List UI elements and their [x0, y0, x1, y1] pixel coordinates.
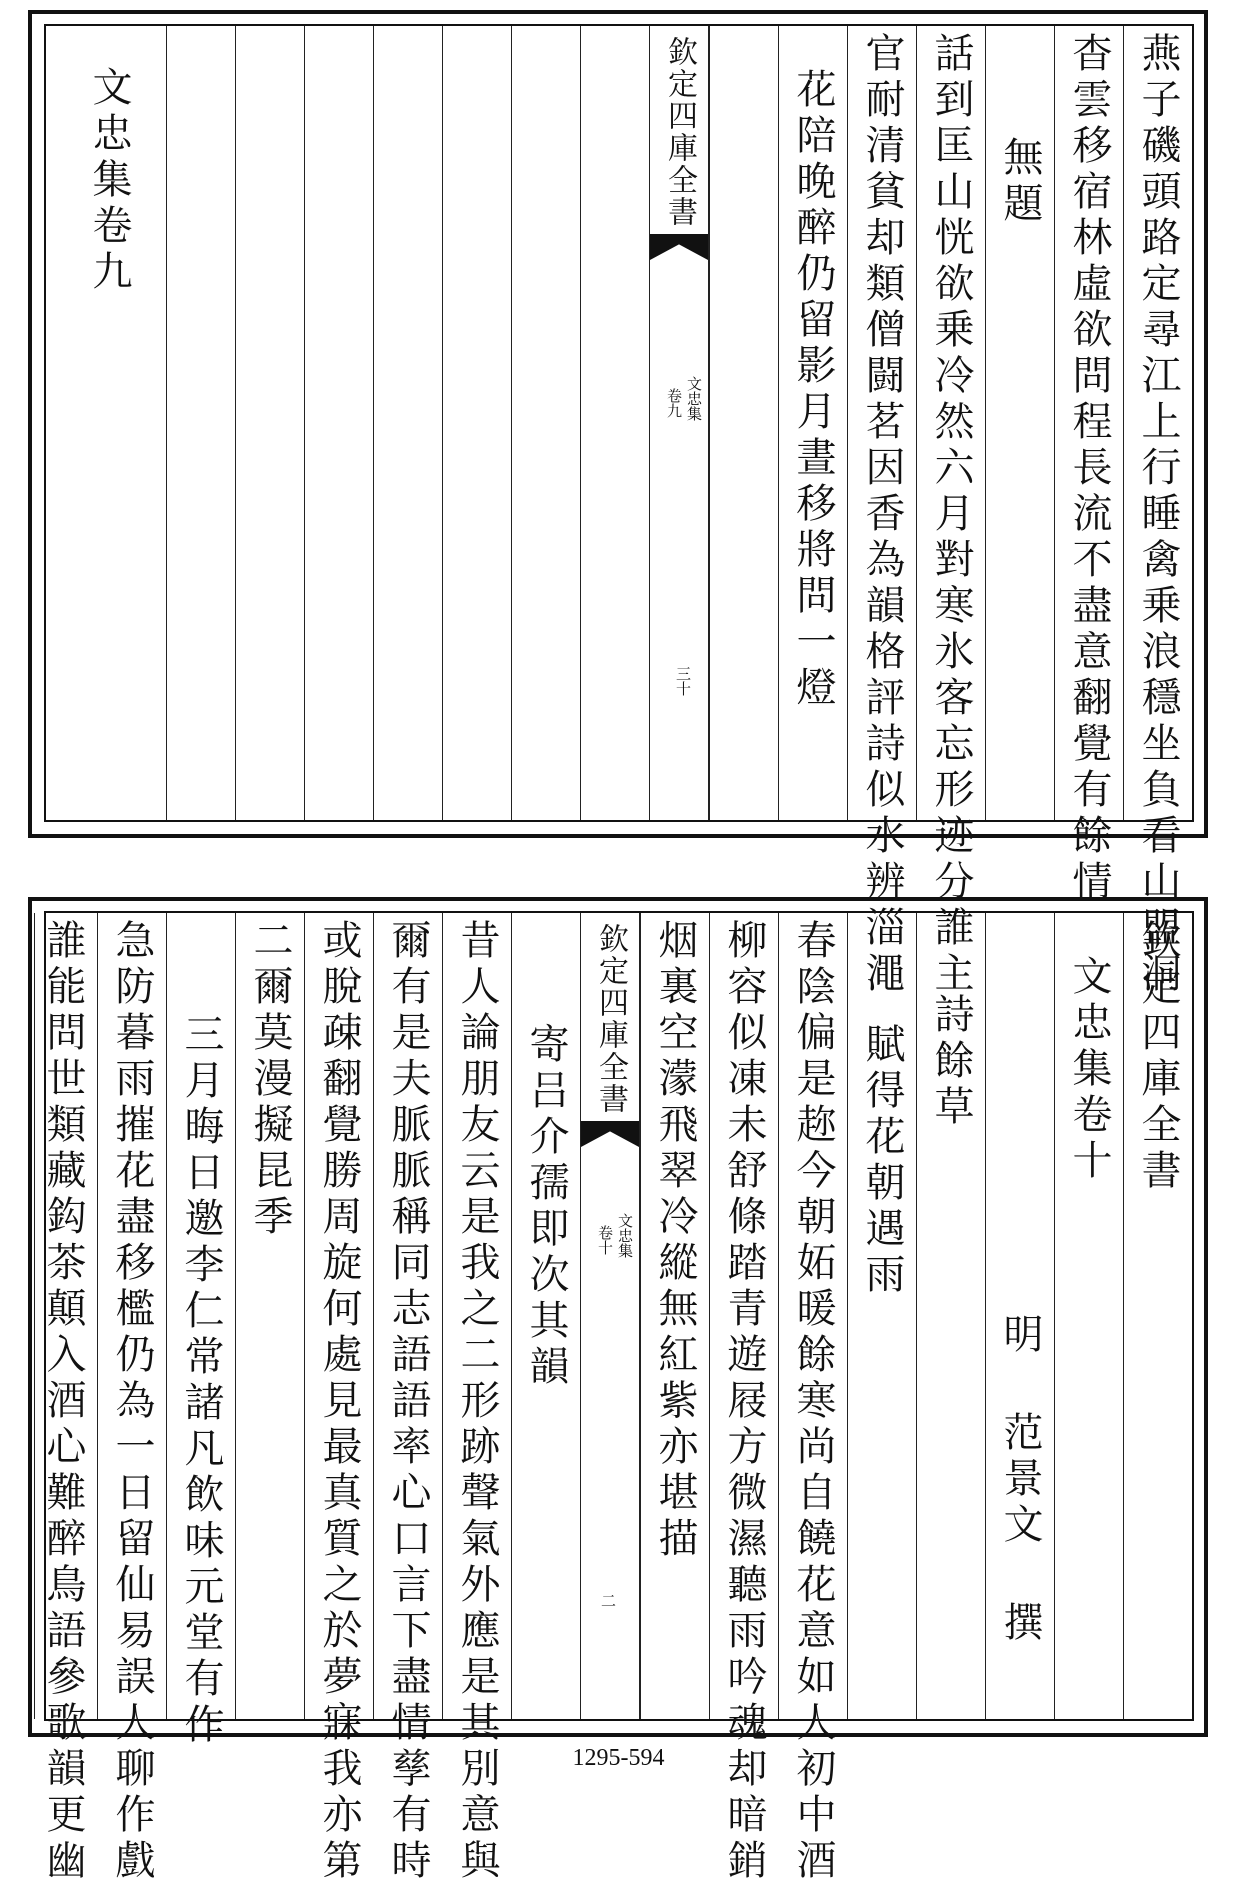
center-page: 三十: [674, 666, 692, 696]
column: [34, 26, 166, 820]
column: [640, 913, 709, 1719]
column-text: 或脫疎翻覺勝周旋何處見最真質之於夢寐我亦第: [316, 919, 362, 1885]
top-page-inner-border: [44, 24, 1194, 998]
column-text: 烟裏空濛飛翠冷縱無紅紫亦堪描: [652, 919, 698, 1563]
fish-tail-mark: [650, 234, 708, 260]
column: [304, 913, 373, 1885]
section-title: 詩餘草: [928, 993, 974, 1131]
column: [235, 26, 304, 820]
column-text: 急防暮雨摧花盡移檻仍為一日留仙易誤人聊作戲: [109, 919, 155, 1885]
column: [1123, 913, 1192, 1719]
column: [235, 913, 304, 1719]
center-book: 文忠集: [685, 376, 703, 421]
column: [97, 913, 166, 1885]
column: [580, 26, 649, 820]
column-text: 春陰偏是趂今朝妬暖餘寒尚自饒花意如人初中酒: [790, 919, 836, 1885]
poem-title: 無題: [997, 136, 1043, 228]
column: [166, 913, 235, 1749]
column-text: 官耐清貧却類僧闘茗因香為韻格評詩似水辨淄澠: [859, 32, 905, 998]
poem-title: 三月晦日邀李仁常諸凡飲味元堂有作: [178, 1013, 224, 1749]
column: [442, 26, 511, 820]
column: [985, 26, 1054, 820]
center-title: 欽定四庫全書: [593, 923, 628, 1115]
column: [1054, 913, 1123, 1719]
column: [511, 26, 580, 820]
column-text: 爾有是夫脈脈稱同志語語率心口言下盡情孳有時: [385, 919, 431, 1885]
column: [985, 913, 1054, 1719]
column-text: 昔人論朋友云是我之二形跡聲氣外應是其別意與: [454, 919, 500, 1885]
volume-title: 文忠集卷十: [1066, 955, 1112, 1185]
column: [511, 913, 580, 1719]
fish-tail-mark: [581, 1121, 639, 1147]
author-line: 明 范景文 撰: [997, 1313, 1043, 1647]
poem-title: 賦得花朝遇雨: [859, 1023, 905, 1299]
center-margin: [580, 913, 640, 1719]
center-margin: [649, 26, 709, 820]
center-volume: 卷九: [665, 388, 683, 418]
column-text: 誰能問世類藏鈎茶顛入酒心難醉鳥語參歌韻更幽: [40, 919, 86, 1885]
volume-end-title: 文忠集卷九: [86, 66, 132, 296]
column: [1123, 26, 1192, 998]
column: [778, 913, 847, 1885]
center-title: 欽定四庫全書: [662, 36, 697, 228]
center-page: 二: [599, 1593, 617, 1608]
column: [34, 913, 97, 1885]
column-text: 花陪晚醉仍留影月晝移將問一燈: [790, 68, 836, 712]
column: [166, 26, 235, 820]
column: [373, 26, 442, 820]
column: [709, 26, 778, 820]
page-number: 1295-594: [572, 1745, 665, 1771]
column: [916, 913, 985, 1719]
column: [442, 913, 511, 1885]
column-text: 話到匡山恍欲乗冷然六月對寒氷客忘形迹分誰主: [928, 32, 974, 998]
top-page-frame: [28, 10, 1208, 998]
column: [847, 913, 916, 1719]
center-book: 文忠集: [616, 1213, 634, 1258]
poem-title: 寄吕介孺即次其韻: [523, 1023, 569, 1391]
column: [304, 26, 373, 820]
column: [373, 913, 442, 1885]
column: [847, 26, 916, 998]
column-text: 杳雲移宿林虛欲問程長流不盡意翻覺有餘情: [1066, 32, 1112, 906]
column-text: 二爾莫漫擬昆季: [247, 919, 293, 1241]
column-text: 柳容似凍未舒條踏青遊屐方微濕聽雨吟魂却暗銷: [721, 919, 767, 1885]
column-text: 燕子磯頭路定尋江上行睡禽乗浪穩坐負看山盟洞: [1135, 32, 1181, 998]
book-title: 欽定四庫全書: [1135, 919, 1181, 1195]
center-volume: 卷十: [596, 1225, 614, 1255]
column: [1054, 26, 1123, 906]
column: [916, 26, 985, 998]
column: [778, 26, 847, 820]
column: [709, 913, 778, 1885]
